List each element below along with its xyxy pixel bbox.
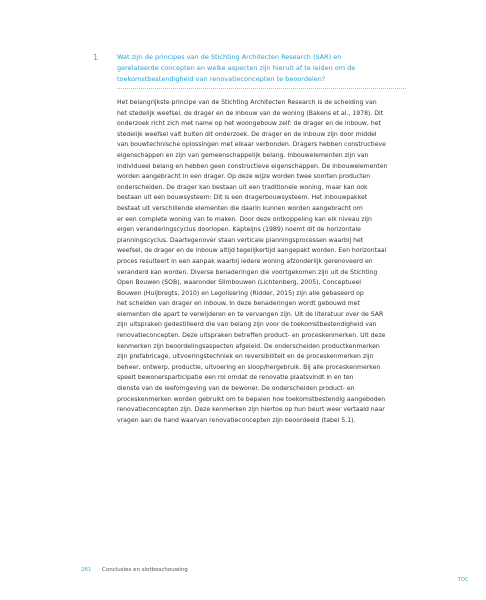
page-number: 261 <box>81 567 92 573</box>
paragraph-line: elementen die apart te verwijderen en te vervangen zijn. Uit de literatuur over de SAR <box>117 310 384 318</box>
paragraph-line: worden aangebracht in een drager. Op deze wijze worden twee soorten producten <box>117 173 371 181</box>
paragraph-line: bestaat uit verschillende elementen die daarin kunnen worden aangebracht om <box>117 204 363 212</box>
paragraph-line: vragen aan de hand waarvan renovatieconcepten zijn beoordeeld (tabel 5.1). <box>117 416 356 424</box>
paragraph-line: Het belangrijkste principe van de Stichting Architecten Research is de scheiding van <box>117 99 377 106</box>
paragraph-line: proces resulteert in een aanpak waarbij iedere woning afzonderlijk gerenoveerd en <box>117 257 373 265</box>
question-line: gerelateerde concepten en welke aspecten zijn hieruit af te leiden om de <box>117 64 356 72</box>
paragraph-line: het scheiden van drager en inbouw. In deze benaderingen wordt gebouwd met <box>117 300 360 308</box>
paragraph-line: bestaan uit een bouwsysteem: Dit is een dragerbouwsysteem. Het inbouwpakket <box>117 194 368 202</box>
paragraph-line: kenmerken zijn beoordelingsaspecten afgeleid. De onderscheiden productkenmerken <box>117 342 380 350</box>
paragraph-line: er een complete woning van te maken. Door deze ontkoppeling kan elk niveau zijn <box>117 215 372 223</box>
paragraph-line: speelt bewonersparticipatie een rol omdat de renovatie plaatsvindt in en ten <box>117 374 354 382</box>
paragraph-line: van bouwtechnische oplossingen met elkaar verbonden. Dragers hebben constructieve <box>117 141 386 149</box>
paragraph-line: renovatieconcepten. Deze uitspraken betreffen product- en proceskenmerken. Uit deze <box>117 332 386 340</box>
paragraph-line: Bouwen (Huijbregts, 2010) en Legolisering (Ridder, 2015) zijn alle gebaseerd op <box>117 289 364 297</box>
dotted-divider <box>117 88 406 89</box>
paragraph-line: proceskenmerken worden gebruikt om te bepalen hoe toekomstbestendig aangeboden <box>117 395 386 403</box>
paragraph-line: eigenschappen en zijn van gemeenschappelijk belang. Inbouwelementen zijn van <box>117 151 369 159</box>
paragraph-line: onderscheiden. De drager kan bestaan uit een traditionele woning, maar kan ook <box>117 183 368 191</box>
paragraph-line: eigen veranderingscyclus doorlopen. Kapteijns (1989) noemt dit de horizontale <box>117 226 361 234</box>
toc-link[interactable]: TOC <box>458 577 469 583</box>
paragraph-line: weefsel, de drager en de inbouw altijd tegelijkertijd aangepakt worden. Een horizontaal <box>117 247 387 255</box>
answer-paragraph <box>117 98 409 426</box>
chapter-title: Conclusies en slotbeschouwing <box>102 567 188 573</box>
paragraph-line: zijn prefabricage, uitvoeringstechniek en reversibiliteit en de proceskenmerken zijn <box>117 353 374 361</box>
paragraph-line: planningscyclus. Daartegenover staan verticale planningsprocessen waarbij het <box>117 236 364 244</box>
paragraph-line: beheer, ontwerp, productie, uitvoering en sloop/hergebruik. Bij alle proceskenmerken <box>117 363 381 371</box>
question-text <box>117 52 400 85</box>
paragraph-line: onderzoek richt zich met name op het woongebouw zelf: de drager en de inbouw, het <box>117 120 381 128</box>
paragraph-line: stedelijk weefsel valt buiten dit onderzoek. De drager en de inbouw zijn door middel <box>117 130 377 138</box>
paragraph-line: zijn uitspraken gedestilleerd die van belang zijn voor de toekomstbestendigheid van <box>117 321 377 329</box>
paragraph-line: het stedelijk weefsel, de drager en de inbouw van de woning (Bakens et al., 1978). Dit <box>117 109 384 117</box>
paragraph-line: Open Bouwen (SOB), waaronder Slimbouwen (Lichtenberg, 2005), Conceptueel <box>117 279 361 287</box>
question-line: Wat zijn de principes van de Stichting Architecten Research (SAR) en <box>117 53 342 61</box>
question-line: toekomstbestendigheid van renovatieconcepten te beoordelen? <box>117 75 326 83</box>
paragraph-line: dienste van de leefomgeving van de bewoner. De onderscheiden product- en <box>117 385 355 393</box>
paragraph-line: individueel belang en hebben geen constructieve eigenschappen. De inbouwelementen <box>117 162 388 170</box>
paragraph-line: renovatieconcepten zijn. Deze kenmerken zijn hiertoe op hun beurt weer vertaald naar <box>117 406 385 414</box>
paragraph-line: veranderd kan worden. Diverse benaderingen die voortgekomen zijn uit de Stichting <box>117 268 378 276</box>
question-number: 1 <box>93 53 99 62</box>
